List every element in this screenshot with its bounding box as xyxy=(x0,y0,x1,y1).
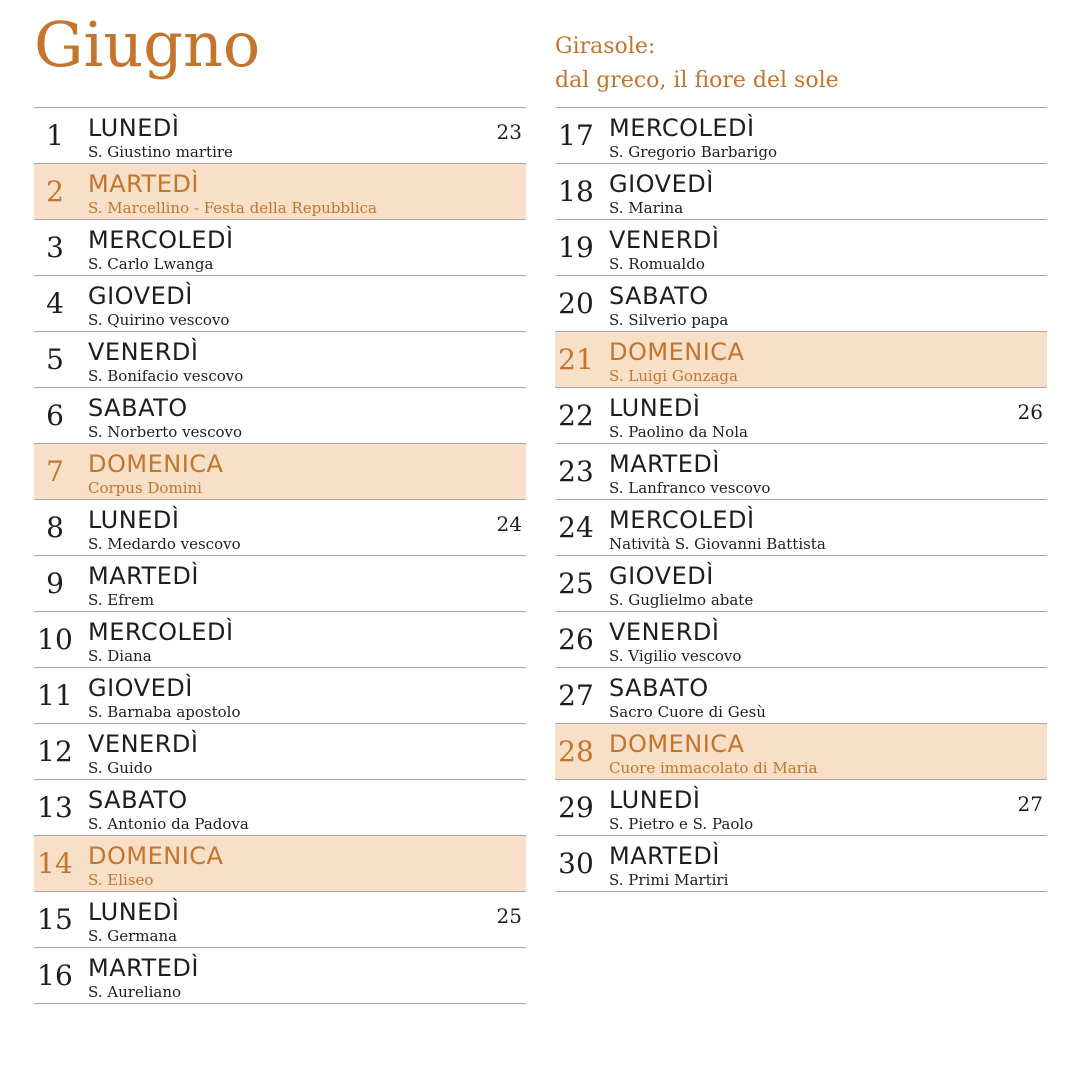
weekday-name: DOMENICA xyxy=(88,450,224,478)
saint-name: S. Medardo vescovo xyxy=(88,535,241,553)
weekday-name: SABATO xyxy=(609,674,709,702)
day-row xyxy=(555,276,1047,332)
day-number: 13 xyxy=(37,791,73,824)
day-row xyxy=(34,444,526,500)
weekday-name: LUNEDÌ xyxy=(88,506,180,534)
day-number: 12 xyxy=(37,735,73,768)
saint-name: S. Pietro e S. Paolo xyxy=(609,815,754,833)
day-row xyxy=(555,668,1047,724)
saint-name: S. Vigilio vescovo xyxy=(609,647,742,665)
day-row xyxy=(34,276,526,332)
saint-name: S. Diana xyxy=(88,647,152,665)
day-row xyxy=(34,836,526,892)
day-row xyxy=(555,164,1047,220)
saint-name: S. Luigi Gonzaga xyxy=(609,367,738,385)
saint-name: S. Efrem xyxy=(88,591,155,609)
day-number: 22 xyxy=(558,399,594,432)
saint-name: S. Primi Martiri xyxy=(609,871,729,889)
weekday-name: MERCOLEDÌ xyxy=(88,618,234,646)
saint-name: S. Quirino vescovo xyxy=(88,311,230,329)
saint-name: S. Antonio da Padova xyxy=(88,815,249,833)
saint-name: Cuore immacolato di Maria xyxy=(609,759,818,777)
day-row xyxy=(555,556,1047,612)
day-row xyxy=(555,612,1047,668)
saint-name: S. Bonifacio vescovo xyxy=(88,367,244,385)
saint-name: S. Aureliano xyxy=(88,983,182,1001)
weekday-name: DOMENICA xyxy=(609,338,745,366)
day-number: 23 xyxy=(558,455,594,488)
day-number: 8 xyxy=(46,511,64,544)
weekday-name: GIOVEDÌ xyxy=(609,562,714,590)
day-number: 11 xyxy=(37,679,73,712)
week-number: 24 xyxy=(496,512,522,536)
day-row xyxy=(555,220,1047,276)
day-number: 16 xyxy=(37,959,73,992)
saint-name: S. Giustino martire xyxy=(88,143,233,161)
day-row xyxy=(34,556,526,612)
week-number: 27 xyxy=(1017,792,1043,816)
day-number: 20 xyxy=(558,287,594,320)
saint-name: S. Romualdo xyxy=(609,255,705,273)
weekday-name: GIOVEDÌ xyxy=(88,282,193,310)
quote xyxy=(555,30,839,98)
day-number: 28 xyxy=(558,735,594,768)
day-number: 29 xyxy=(558,791,594,824)
day-number: 18 xyxy=(558,175,594,208)
weekday-name: GIOVEDÌ xyxy=(609,170,714,198)
week-number: 23 xyxy=(496,120,522,144)
weekday-name: DOMENICA xyxy=(609,730,745,758)
day-number: 27 xyxy=(558,679,594,712)
saint-name: S. Norberto vescovo xyxy=(88,423,243,441)
day-row xyxy=(34,388,526,444)
day-number: 6 xyxy=(46,399,64,432)
weekday-name: MARTEDÌ xyxy=(88,562,199,590)
weekday-name: SABATO xyxy=(88,786,188,814)
quote-line-2: dal greco, il fiore del sole xyxy=(555,68,839,93)
day-row xyxy=(34,332,526,388)
saint-name: Sacro Cuore di Gesù xyxy=(609,703,766,721)
week-number: 25 xyxy=(496,904,522,928)
weekday-name: VENERDÌ xyxy=(88,730,199,758)
week-number: 26 xyxy=(1017,400,1043,424)
weekday-name: MARTEDÌ xyxy=(88,954,199,982)
day-number: 4 xyxy=(46,287,64,320)
weekday-name: SABATO xyxy=(609,282,709,310)
day-row xyxy=(555,332,1047,388)
weekday-name: VENERDÌ xyxy=(609,226,720,254)
day-row xyxy=(34,724,526,780)
day-row xyxy=(34,164,526,220)
day-row xyxy=(34,108,526,164)
day-row xyxy=(555,724,1047,780)
saint-name: S. Silverio papa xyxy=(609,311,729,329)
saint-name: Corpus Domini xyxy=(88,479,202,497)
saint-name: S. Gregorio Barbarigo xyxy=(609,143,777,161)
weekday-name: MARTEDÌ xyxy=(88,170,199,198)
days-column-left xyxy=(34,107,526,1004)
day-number: 5 xyxy=(46,343,64,376)
day-row xyxy=(555,444,1047,500)
day-row xyxy=(555,388,1047,444)
weekday-name: MARTEDÌ xyxy=(609,450,720,478)
saint-name: S. Guglielmo abate xyxy=(609,591,754,609)
saint-name: S. Germana xyxy=(88,927,178,945)
day-row xyxy=(34,612,526,668)
saint-name: S. Marcellino - Festa della Repubblica xyxy=(88,199,377,217)
saint-name: S. Marina xyxy=(609,199,684,217)
weekday-name: MERCOLEDÌ xyxy=(88,226,234,254)
month-title: Giugno xyxy=(34,8,261,81)
day-row xyxy=(34,892,526,948)
day-number: 26 xyxy=(558,623,594,656)
quote-line-1: Girasole: xyxy=(555,34,656,59)
day-row xyxy=(34,948,526,1004)
day-number: 7 xyxy=(46,455,64,488)
day-row xyxy=(34,668,526,724)
weekday-name: MARTEDÌ xyxy=(609,842,720,870)
day-row xyxy=(34,500,526,556)
day-number: 21 xyxy=(558,343,594,376)
day-row xyxy=(555,500,1047,556)
day-row xyxy=(555,108,1047,164)
weekday-name: VENERDÌ xyxy=(609,618,720,646)
saint-name: S. Paolino da Nola xyxy=(609,423,748,441)
day-number: 1 xyxy=(46,119,64,152)
day-row xyxy=(555,780,1047,836)
day-number: 10 xyxy=(37,623,73,656)
weekday-name: MERCOLEDÌ xyxy=(609,506,755,534)
day-row xyxy=(34,220,526,276)
weekday-name: VENERDÌ xyxy=(88,338,199,366)
day-number: 24 xyxy=(558,511,594,544)
weekday-name: MERCOLEDÌ xyxy=(609,114,755,142)
saint-name: Natività S. Giovanni Battista xyxy=(609,535,826,553)
day-number: 9 xyxy=(46,567,64,600)
weekday-name: LUNEDÌ xyxy=(88,114,180,142)
saint-name: S. Eliseo xyxy=(88,871,154,889)
saint-name: S. Carlo Lwanga xyxy=(88,255,214,273)
weekday-name: GIOVEDÌ xyxy=(88,674,193,702)
day-number: 3 xyxy=(46,231,64,264)
day-number: 25 xyxy=(558,567,594,600)
day-row xyxy=(34,780,526,836)
day-row xyxy=(555,836,1047,892)
day-number: 19 xyxy=(558,231,594,264)
saint-name: S. Guido xyxy=(88,759,153,777)
weekday-name: LUNEDÌ xyxy=(609,786,701,814)
day-number: 15 xyxy=(37,903,73,936)
saint-name: S. Barnaba apostolo xyxy=(88,703,241,721)
day-number: 30 xyxy=(558,847,594,880)
weekday-name: LUNEDÌ xyxy=(88,898,180,926)
weekday-name: DOMENICA xyxy=(88,842,224,870)
weekday-name: LUNEDÌ xyxy=(609,394,701,422)
saint-name: S. Lanfranco vescovo xyxy=(609,479,771,497)
weekday-name: SABATO xyxy=(88,394,188,422)
day-number: 2 xyxy=(46,175,64,208)
day-number: 17 xyxy=(558,119,594,152)
day-number: 14 xyxy=(37,847,73,880)
days-column-right xyxy=(555,107,1047,892)
